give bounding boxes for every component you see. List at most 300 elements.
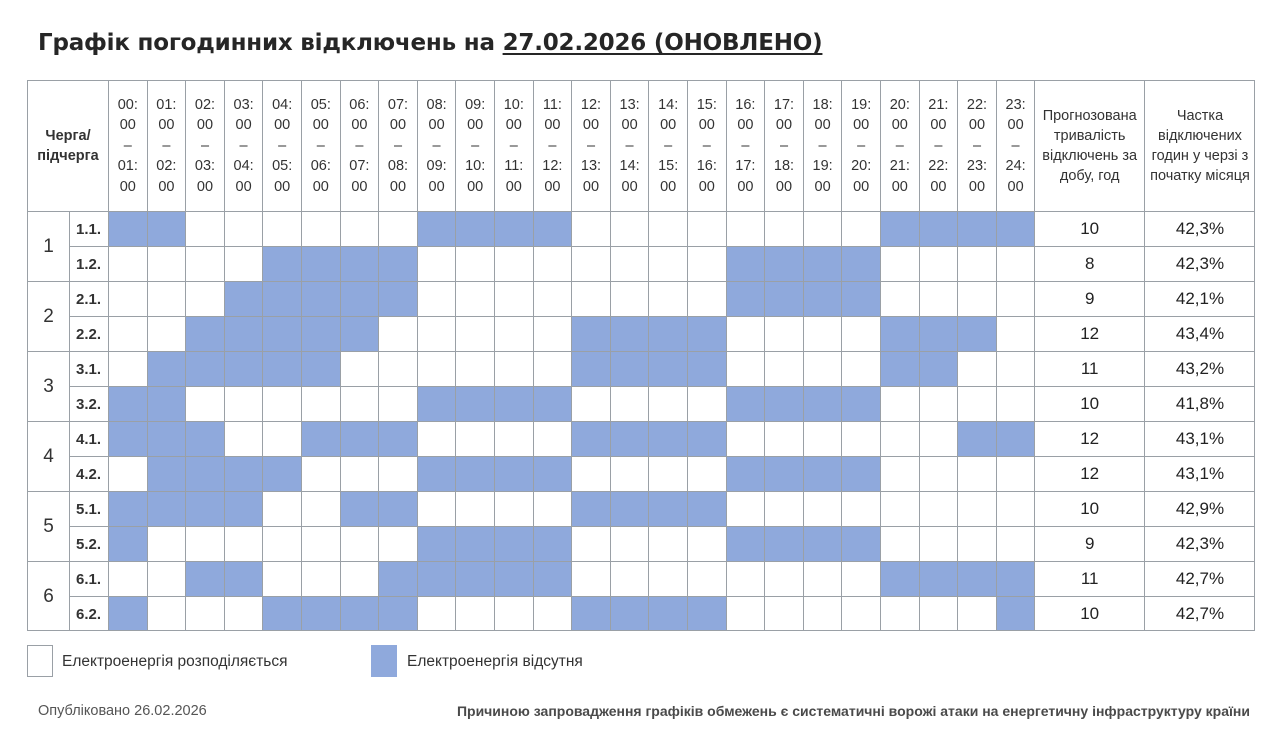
queue-group-label: 4	[27, 421, 69, 491]
outage-hours-value: 8	[1034, 246, 1144, 281]
hour-cell-outage	[147, 456, 186, 491]
outage-share-value: 42,3%	[1144, 246, 1255, 281]
hour-cell-power-on	[417, 281, 456, 316]
hour-cell-outage	[340, 421, 379, 456]
hour-cell-outage	[378, 281, 417, 316]
column-header-hour	[147, 80, 186, 211]
hour-cell-power-on	[880, 281, 919, 316]
hour-cell-power-on	[880, 596, 919, 631]
hour-cell-outage	[262, 456, 301, 491]
hour-cell-power-on	[108, 351, 147, 386]
hour-header-part: 22:	[928, 158, 949, 175]
hour-cell-power-on	[571, 526, 610, 561]
subqueue-label: 6.1.	[69, 561, 108, 596]
hour-cell-power-on	[494, 316, 533, 351]
subqueue-label: 1.2.	[69, 246, 108, 281]
hour-cell-power-on	[571, 211, 610, 246]
hour-cell-power-on	[340, 456, 379, 491]
hour-header-part: 00	[621, 117, 638, 134]
hour-header-part: 00	[814, 178, 831, 195]
hour-cell-outage	[108, 526, 147, 561]
hour-header-part: 00	[312, 178, 329, 195]
subqueue-label: 2.2.	[69, 316, 108, 351]
hour-cell-power-on	[687, 246, 726, 281]
hour-cell-power-on	[301, 526, 340, 561]
hour-header-part: 00	[505, 117, 522, 134]
hour-cell-power-on	[648, 246, 687, 281]
hour-cell-power-on	[648, 561, 687, 596]
hour-header-part: 21:	[928, 96, 949, 113]
hour-cell-outage	[147, 491, 186, 526]
hour-cell-outage	[841, 456, 880, 491]
column-header-hour	[262, 80, 301, 211]
hour-cell-outage	[301, 316, 340, 351]
hour-cell-outage	[340, 596, 379, 631]
hour-header-part: 00	[389, 178, 407, 195]
hour-cell-power-on	[919, 386, 958, 421]
hour-cell-outage	[455, 526, 494, 561]
hour-cell-power-on	[301, 491, 340, 526]
subqueue-label: 1.1.	[69, 211, 108, 246]
hour-cell-outage	[185, 316, 224, 351]
hour-cell-power-on	[764, 316, 803, 351]
hour-cell-outage	[224, 491, 263, 526]
hour-header-part: –	[895, 137, 904, 154]
subqueue-label: 5.2.	[69, 526, 108, 561]
hour-cell-outage	[262, 596, 301, 631]
hour-cell-outage	[301, 421, 340, 456]
hour-cell-outage	[108, 596, 147, 631]
hour-cell-power-on	[648, 526, 687, 561]
hour-cell-outage	[108, 491, 147, 526]
hour-cell-outage	[301, 596, 340, 631]
hour-cell-outage	[957, 421, 996, 456]
hour-header-part: 08:	[426, 96, 447, 113]
hour-header-part: 00	[737, 178, 754, 195]
hour-header-part: 13:	[580, 158, 602, 175]
hour-header-part: 18:	[812, 96, 833, 113]
hour-cell-outage	[919, 316, 958, 351]
hour-cell-power-on	[455, 421, 494, 456]
hour-cell-outage	[108, 421, 147, 456]
hour-cell-outage	[610, 316, 649, 351]
hour-cell-power-on	[610, 561, 649, 596]
subqueue-label: 3.1.	[69, 351, 108, 386]
hour-header-part: 00	[698, 117, 715, 134]
hour-cell-outage	[378, 561, 417, 596]
hour-cell-outage	[996, 596, 1035, 631]
hour-cell-power-on	[108, 456, 147, 491]
hour-cell-outage	[455, 561, 494, 596]
hour-header-part: –	[432, 137, 441, 154]
hour-cell-power-on	[571, 246, 610, 281]
outage-share-value: 42,3%	[1144, 526, 1255, 561]
hour-header-part: –	[664, 137, 673, 154]
hour-header-part: –	[393, 137, 403, 154]
hour-cell-outage	[803, 386, 842, 421]
hour-cell-power-on	[147, 316, 186, 351]
hour-cell-power-on	[764, 596, 803, 631]
column-header-hour	[764, 80, 803, 211]
hour-cell-power-on	[996, 491, 1035, 526]
hour-cell-outage	[687, 596, 726, 631]
hour-header-part: 05:	[272, 158, 293, 175]
hour-header-part: 00	[544, 178, 561, 195]
hour-cell-power-on	[262, 561, 301, 596]
hour-cell-power-on	[803, 351, 842, 386]
hour-cell-power-on	[340, 386, 379, 421]
column-header-hour	[301, 80, 340, 211]
hour-cell-power-on	[957, 386, 996, 421]
hour-cell-outage	[571, 421, 610, 456]
subqueue-label: 3.2.	[69, 386, 108, 421]
legend-swatch-outage	[371, 645, 397, 677]
page-title	[38, 30, 822, 56]
column-header-hour	[224, 80, 263, 211]
column-header-hour	[378, 80, 417, 211]
hour-header-part: 00	[660, 117, 677, 134]
hour-cell-power-on	[224, 596, 263, 631]
queue-group-label: 6	[27, 561, 69, 631]
hour-header-part: 00	[274, 178, 291, 195]
hour-cell-power-on	[185, 281, 224, 316]
hour-cell-power-on	[803, 211, 842, 246]
hour-cell-outage	[996, 561, 1035, 596]
outage-share-value: 42,7%	[1144, 596, 1255, 631]
hour-header-part: 07:	[349, 158, 370, 175]
column-header-hour	[340, 80, 379, 211]
hour-cell-outage	[224, 316, 263, 351]
hour-header-part: –	[355, 137, 364, 154]
column-header-hour	[648, 80, 687, 211]
hour-cell-power-on	[919, 246, 958, 281]
hour-cell-power-on	[262, 491, 301, 526]
hour-cell-outage	[957, 211, 996, 246]
hour-header-part: 23:	[966, 158, 988, 175]
hour-cell-power-on	[147, 596, 186, 631]
hour-cell-power-on	[996, 281, 1035, 316]
hour-header-part: 00	[853, 117, 870, 134]
hour-cell-power-on	[841, 211, 880, 246]
hour-header-part: 02:	[156, 158, 177, 175]
hour-cell-power-on	[880, 386, 919, 421]
hour-cell-power-on	[108, 246, 147, 281]
hour-cell-power-on	[571, 281, 610, 316]
hour-cell-outage	[726, 281, 765, 316]
hour-header-part: –	[239, 137, 248, 154]
hour-cell-outage	[919, 211, 958, 246]
hour-cell-power-on	[262, 526, 301, 561]
hour-header-part: 05:	[310, 96, 331, 113]
hour-cell-outage	[726, 456, 765, 491]
hour-header-part: 15:	[696, 96, 717, 113]
hour-cell-power-on	[919, 456, 958, 491]
hour-cell-outage	[841, 246, 880, 281]
hour-cell-power-on	[919, 421, 958, 456]
hour-header-part: –	[471, 137, 480, 154]
hour-cell-outage	[378, 246, 417, 281]
hour-cell-outage	[417, 211, 456, 246]
hour-cell-power-on	[571, 561, 610, 596]
hour-cell-power-on	[147, 561, 186, 596]
hour-cell-outage	[687, 491, 726, 526]
hour-cell-outage	[880, 316, 919, 351]
hour-cell-power-on	[108, 281, 147, 316]
hour-cell-outage	[687, 351, 726, 386]
queue-group-label: 1	[27, 211, 69, 281]
hour-cell-outage	[919, 351, 958, 386]
subqueue-label: 4.1.	[69, 421, 108, 456]
hour-cell-power-on	[224, 421, 263, 456]
reason-note: Причиною запровадження графіків обмежень є систематичні ворожі атаки на енергетичну інфраструктуру країни	[456, 703, 1250, 719]
hour-header-part: 00	[235, 117, 252, 134]
hour-cell-outage	[340, 491, 379, 526]
hour-header-part: 23:	[1005, 96, 1026, 113]
hour-cell-outage	[262, 316, 301, 351]
hour-cell-power-on	[494, 246, 533, 281]
column-header-hour	[571, 80, 610, 211]
hour-cell-outage	[224, 281, 263, 316]
hour-cell-power-on	[494, 351, 533, 386]
hour-header-part: –	[972, 137, 982, 154]
hour-cell-power-on	[803, 421, 842, 456]
hour-cell-power-on	[494, 281, 533, 316]
hour-header-part: –	[779, 137, 789, 154]
hour-cell-outage	[996, 211, 1035, 246]
hour-cell-power-on	[378, 526, 417, 561]
hour-cell-outage	[147, 351, 186, 386]
hour-header-part: 19:	[851, 96, 872, 113]
queue-group-label: 2	[27, 281, 69, 351]
subqueue-label: 4.2.	[69, 456, 108, 491]
hour-cell-outage	[764, 456, 803, 491]
hour-cell-outage	[880, 561, 919, 596]
column-header-hour	[455, 80, 494, 211]
hour-cell-outage	[262, 246, 301, 281]
hour-header-part: 12:	[580, 96, 602, 113]
hour-cell-outage	[340, 246, 379, 281]
hour-header-part: 00	[351, 117, 368, 134]
hour-cell-power-on	[417, 246, 456, 281]
hour-header-part: 06:	[349, 96, 370, 113]
hour-cell-power-on	[919, 491, 958, 526]
hour-cell-outage	[533, 456, 572, 491]
hour-cell-power-on	[378, 351, 417, 386]
hour-cell-outage	[571, 491, 610, 526]
hour-header-part: 16:	[696, 158, 717, 175]
hour-cell-power-on	[764, 561, 803, 596]
hour-header-part: 00	[1007, 117, 1024, 134]
hour-cell-power-on	[764, 351, 803, 386]
hour-cell-outage	[648, 596, 687, 631]
hour-header-part: 00	[582, 178, 600, 195]
hour-cell-power-on	[648, 456, 687, 491]
column-header-hour	[494, 80, 533, 211]
hour-cell-power-on	[494, 421, 533, 456]
hour-cell-power-on	[880, 246, 919, 281]
hour-header-part: 00	[660, 178, 677, 195]
hour-cell-power-on	[340, 351, 379, 386]
hour-cell-power-on	[880, 526, 919, 561]
hour-cell-outage	[301, 281, 340, 316]
subqueue-label: 5.1.	[69, 491, 108, 526]
hour-cell-outage	[841, 386, 880, 421]
hour-cell-power-on	[957, 456, 996, 491]
hour-cell-power-on	[533, 596, 572, 631]
hour-cell-outage	[648, 421, 687, 456]
hour-header-part: 11:	[542, 96, 562, 113]
hour-cell-power-on	[455, 491, 494, 526]
hour-cell-power-on	[224, 386, 263, 421]
hour-header-part: 20:	[851, 158, 872, 175]
hour-cell-outage	[494, 561, 533, 596]
hour-header-part: –	[934, 137, 943, 154]
column-header-queue: Черга/ підчерга	[27, 80, 108, 211]
hour-cell-outage	[301, 246, 340, 281]
hour-cell-power-on	[185, 526, 224, 561]
hour-cell-power-on	[957, 351, 996, 386]
hour-cell-power-on	[610, 456, 649, 491]
column-header-hour	[533, 80, 572, 211]
outage-share-value: 42,9%	[1144, 491, 1255, 526]
hour-cell-outage	[185, 421, 224, 456]
hour-header-part: –	[509, 137, 518, 154]
hour-cell-power-on	[571, 386, 610, 421]
hour-cell-outage	[494, 456, 533, 491]
hour-cell-power-on	[687, 561, 726, 596]
hour-cell-power-on	[919, 596, 958, 631]
hour-cell-power-on	[533, 281, 572, 316]
hour-header-part: 15:	[658, 158, 679, 175]
hour-cell-power-on	[996, 386, 1035, 421]
hour-cell-outage	[726, 246, 765, 281]
outage-hours-value: 10	[1034, 386, 1144, 421]
hour-cell-outage	[919, 561, 958, 596]
hour-header-part: 21:	[889, 158, 910, 175]
hour-cell-power-on	[224, 211, 263, 246]
hour-cell-outage	[571, 596, 610, 631]
hour-cell-outage	[803, 456, 842, 491]
hour-header-part: –	[200, 137, 210, 154]
outage-share-value: 43,4%	[1144, 316, 1255, 351]
queue-group-label: 5	[27, 491, 69, 561]
hour-cell-power-on	[996, 316, 1035, 351]
hour-cell-power-on	[957, 246, 996, 281]
hour-cell-outage	[417, 526, 456, 561]
hour-cell-power-on	[455, 596, 494, 631]
outage-share-value: 41,8%	[1144, 386, 1255, 421]
hour-cell-outage	[455, 456, 494, 491]
hour-cell-power-on	[533, 351, 572, 386]
hour-cell-outage	[571, 351, 610, 386]
hour-cell-outage	[533, 526, 572, 561]
hour-cell-power-on	[726, 491, 765, 526]
hour-cell-power-on	[340, 561, 379, 596]
title-prefix: Графік погодинних відключень на	[38, 30, 495, 56]
hour-cell-outage	[996, 421, 1035, 456]
hour-cell-outage	[803, 246, 842, 281]
hour-header-part: 09:	[465, 96, 486, 113]
outage-share-value: 43,2%	[1144, 351, 1255, 386]
column-header-duration: Прогнозована тривалість відключень за добу, год	[1034, 80, 1144, 211]
hour-cell-power-on	[687, 281, 726, 316]
hour-header-part: 00	[158, 178, 175, 195]
hour-header-part: 14:	[619, 158, 640, 175]
hour-cell-outage	[185, 561, 224, 596]
hour-header-part: –	[625, 137, 634, 154]
hour-header-part: 13:	[619, 96, 640, 113]
hour-cell-power-on	[764, 421, 803, 456]
hour-cell-power-on	[417, 421, 456, 456]
hour-cell-power-on	[417, 351, 456, 386]
outage-hours-value: 10	[1034, 491, 1144, 526]
hour-cell-outage	[726, 526, 765, 561]
hour-header-part: 03:	[194, 158, 216, 175]
hour-cell-power-on	[957, 491, 996, 526]
column-header-share: Частка відключених годин у черзі з початку місяця	[1144, 80, 1255, 211]
hour-cell-power-on	[803, 561, 842, 596]
outage-hours-value: 11	[1034, 351, 1144, 386]
hour-cell-outage	[378, 421, 417, 456]
hour-cell-power-on	[726, 596, 765, 631]
hour-cell-outage	[108, 386, 147, 421]
hour-cell-outage	[533, 561, 572, 596]
hour-cell-outage	[610, 596, 649, 631]
hour-cell-outage	[224, 351, 263, 386]
hour-header-part: 00	[467, 178, 484, 195]
hour-cell-outage	[494, 526, 533, 561]
hour-cell-power-on	[726, 316, 765, 351]
outage-hours-value: 12	[1034, 421, 1144, 456]
hour-header-part: 18:	[773, 158, 795, 175]
hour-header-part: –	[123, 137, 132, 154]
hour-cell-power-on	[185, 386, 224, 421]
hour-cell-outage	[764, 386, 803, 421]
outage-share-value: 42,1%	[1144, 281, 1255, 316]
hour-header-part: –	[857, 137, 866, 154]
hour-header-part: 00	[235, 178, 252, 195]
hour-cell-power-on	[533, 246, 572, 281]
outage-hours-value: 11	[1034, 561, 1144, 596]
hour-cell-power-on	[957, 596, 996, 631]
hour-cell-power-on	[610, 211, 649, 246]
outage-share-value: 42,7%	[1144, 561, 1255, 596]
hour-cell-power-on	[533, 421, 572, 456]
hour-cell-power-on	[185, 246, 224, 281]
hour-header-part: 00	[814, 117, 831, 134]
hour-header-part: 00	[968, 178, 986, 195]
hour-header-part: –	[586, 137, 596, 154]
legend-swatch-power-on	[27, 645, 53, 677]
column-header-hour	[417, 80, 456, 211]
hour-cell-power-on	[417, 316, 456, 351]
hour-cell-power-on	[841, 316, 880, 351]
hour-cell-power-on	[726, 561, 765, 596]
hour-cell-outage	[880, 211, 919, 246]
hour-cell-outage	[610, 491, 649, 526]
hour-cell-power-on	[340, 211, 379, 246]
hour-cell-power-on	[533, 316, 572, 351]
legend-label-outage: Електроенергія відсутня	[407, 653, 583, 670]
outage-share-value: 42,3%	[1144, 211, 1255, 246]
hour-header-part: 00	[1007, 178, 1024, 195]
hour-header-part: 22:	[966, 96, 988, 113]
hour-cell-power-on	[147, 281, 186, 316]
hour-cell-outage	[687, 316, 726, 351]
hour-cell-outage	[224, 456, 263, 491]
hour-cell-power-on	[378, 386, 417, 421]
column-header-hour	[880, 80, 919, 211]
